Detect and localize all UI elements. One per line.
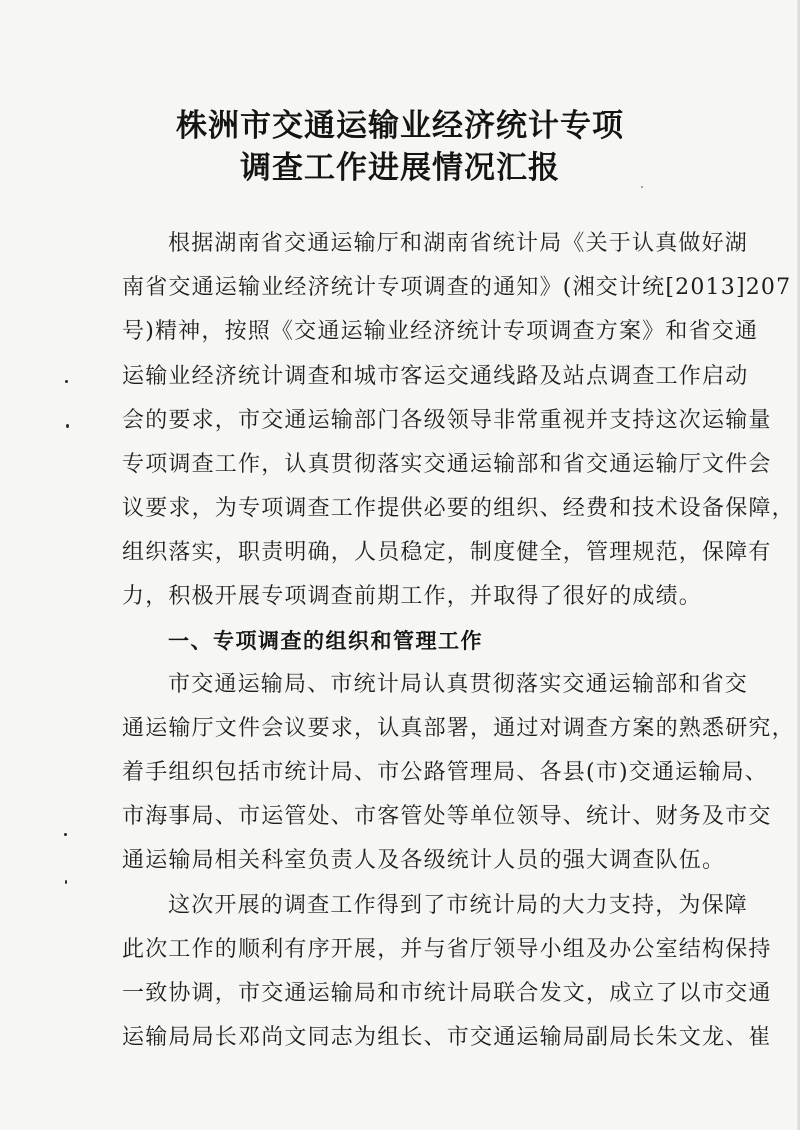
paragraph-1-line: 运输业经济统计调查和城市客运交通线路及站点调查工作启动 [122, 364, 749, 389]
scan-speck [66, 424, 69, 428]
scan-speck [64, 833, 67, 836]
paragraph-1-line: 南省交通运输业经济统计专项调查的通知》(湘交计统[2013]207 [122, 275, 792, 300]
paragraph-3-line: 这次开展的调查工作得到了市统计局的大力支持，为保障 [168, 893, 749, 918]
scan-speck [65, 380, 68, 383]
paragraph-1-line: 议要求，为专项调查工作提供必要的组织、经费和技术设备保障， [122, 496, 795, 521]
paragraph-2-line: 市交通运输局、市统计局认真贯彻落实交通运输部和省交 [168, 672, 749, 697]
paragraph-1-line: 号)精神，按照《交通运输业经济统计专项调查方案》和省交通 [122, 319, 759, 344]
paragraph-2-line: 通运输局相关科室负责人及各级统计人员的强大调查队伍。 [122, 848, 726, 873]
paragraph-2-line: 市海事局、市运管处、市客管处等单位领导、统计、财务及市交 [122, 804, 772, 829]
paragraph-1-line: 组织落实，职责明确，人员稳定，制度健全，管理规范，保障有 [122, 540, 772, 565]
paragraph-1-line: 根据湖南省交通运输厅和湖南省统计局《关于认真做好湖 [168, 231, 749, 256]
scan-speck [65, 880, 67, 884]
paragraph-1-line: 力，积极开展专项调查前期工作，并取得了很好的成绩。 [122, 584, 703, 609]
section-heading: 一、专项调查的组织和管理工作 [168, 629, 483, 653]
scan-speck [641, 186, 643, 188]
paragraph-2-line: 通运输厅文件会议要求，认真部署，通过对调查方案的熟悉研究， [122, 716, 795, 741]
paragraph-3-line: 运输局局长邓尚文同志为组长、市交通运输局副局长朱文龙、崔 [122, 1025, 772, 1050]
document-title-line-2: 调查工作进展情况汇报 [240, 150, 560, 186]
paragraph-2-line: 着手组织包括市统计局、市公路管理局、各县(市)交通运输局、 [122, 760, 768, 785]
paragraph-3-line: 一致协调，市交通运输局和市统计局联合发文，成立了以市交通 [122, 981, 772, 1006]
document-title-line-1: 株洲市交通运输业经济统计专项 [176, 108, 624, 144]
paragraph-1-line: 会的要求，市交通运输部门各级领导非常重视并支持这次运输量 [122, 408, 772, 433]
paragraph-1-line: 专项调查工作，认真贯彻落实交通运输部和省交通运输厅文件会 [122, 452, 772, 477]
paragraph-3-line: 此次工作的顺利有序开展，并与省厅领导小组及办公室结构保持 [122, 937, 772, 962]
